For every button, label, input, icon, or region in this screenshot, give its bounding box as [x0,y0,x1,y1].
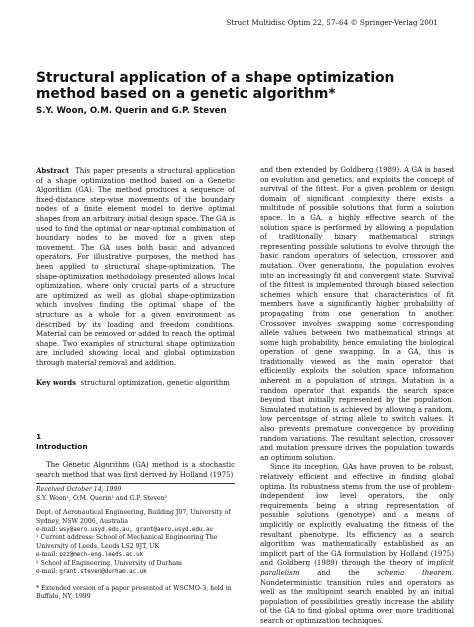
email-label: e-mail: [36,568,58,576]
left-column [36,166,235,601]
abstract-label: Abstract [36,166,70,175]
section-title: Introduction [36,441,88,451]
email-3[interactable]: grant.steven@durham.ac.uk [59,569,147,576]
running-head: Struct Multidisc Optim 22, 57–64 © Springer-Verlag 2001 [226,18,438,27]
schema-theorem: schema theorem [377,568,452,577]
keywords [36,378,235,389]
right-column [260,166,454,627]
paper-title: Structural application of a shape optimization method based on a genetic algorithm* [36,70,395,102]
intro-paragraph: The Genetic Algorithm (GA) method is a stochastic search method that was first derived by Holland (1975) [36,461,235,479]
right-paragraph-1: and then extended by Goldberg (1989). A GA is based on evolution and genetics, and exploits the concept of survival of the fittest. For a given problem or design domain of significant complexity there exists a multitude of possible solutions that form a solution space. In a GA, a highly effective search of the solution space is performed by allowing a population of traditionally binary mathematical strings representing possible solutions to evolve through the basic random operators of selection, crossover and mutation. Over generations, the population evolves into an increasingly fit and convergent state. Survival of the fittest is implemented through biased selection schemes which ensure that characteristics of fit members have a significantly higher probability of propagating from one generation to another. Crossover involves swapping some corresponding allele values between two mathematical strings at some high probability, hence emulating the biological operation of gene swapping. In a GA, this is traditionally viewed as the main operator that efficiently exploits the solution space information inherent in a population of strings. Mutation is a random operator that expands the search space beyond that initially represented by the population. Simulated mutation is achieved by allowing a random, low percentage of string allele to switch values. It also prevents premature convergence by providing random variations. The resultant selection, crossover and mutation pressure drives the population towards an optimum solution. [260,166,454,462]
email-line-2 [36,551,235,559]
keywords-label: Key words [36,378,77,388]
abstract [36,166,235,368]
implicit-parallelism: implicit parallelism [260,559,454,577]
affiliation-current: ¹ Current address: School of Mechanical Engineering The University of Leeds, Leeds LS2 9JT, UK [36,534,218,550]
author-line: S.Y. Woon¹, O.M. Querin¹ and G.P. Steven² [36,494,168,502]
received-date: Received October 14, 1999 [36,486,122,494]
email-1[interactable]: wsy@aero.usyd.edu.au, grant@aero.usyd.edu.au [59,527,213,534]
authors: S.Y. Woon, O.M. Querin and G.P. Steven [36,106,227,116]
affiliation-1: Dept. of Aeronautical Engineering, Building J07, University of Sydney, NSW 2006, Australia [36,509,231,525]
footnote-rule [36,483,235,484]
footnote: * Extended version of a paper presented at WSCMO-3, held in Buffalo, NY, 1999 [36,584,232,600]
email-line-3 [36,568,235,576]
right-paragraph-2: Since its inception, GAs have proven to be robust, relatively efficient and effective in finding global optima. Its robustness stems from the use of problem-independent low level operators, the only requirements being a string representation of possible solutions (genotype) and a means of implicitly or explicitly evaluating the fitness of the resultant phenotype. Its efficiency as a search algorithm was mathematically established as an implicit part of the GA formulation by Holland (1975) and Goldberg (1989) through the theory of implicit parallelism and the schema theorem. Nondeterministic transition rules and operators as well as the multipoint search enabled by an initial population of possibilities greatly increase the ability of the GA to find global optima over more traditional search or optimization techniques. [260,463,454,625]
email-2[interactable]: ozz@mech-eng.leeds.ac.uk [59,552,144,559]
email-label: e-mail: [36,526,58,534]
email-label: e-mail: [36,551,58,559]
abstract-text: This paper presents a structural application of a shape optimization method based on a Genetic Algorithm (GA). The method produces a sequence of fixed-distance step-wise movements of the boundary nodes of a finite element model to derive optimal shapes from an arbitrary initial design space. The GA is used to find the optimal or near-optimal combination of boundary nodes to be moved for a given step movement. The GA uses both basic and advanced operators. For illustrative purposes, the method has been applied to structural shape-optimization. The shape-optimization methodology presented allows local optimization, where only crucial parts of a structure are optimized as well as global shape-optimization which involves finding the optimal shape of the structure as a whole for a given environment as described by its loading and freedom conditions. Material can be removed or added to reach the optimal shape. Two examples of structural shape optimization are included showing local and global optimization through material removal and addition. [36,167,235,367]
section-number: 1 [36,432,42,442]
email-line-1 [36,526,235,534]
keywords-text: structural optimization, genetic algorithm [80,379,230,388]
affiliation-2: ² School of Engineering, University of Durham [36,559,182,567]
